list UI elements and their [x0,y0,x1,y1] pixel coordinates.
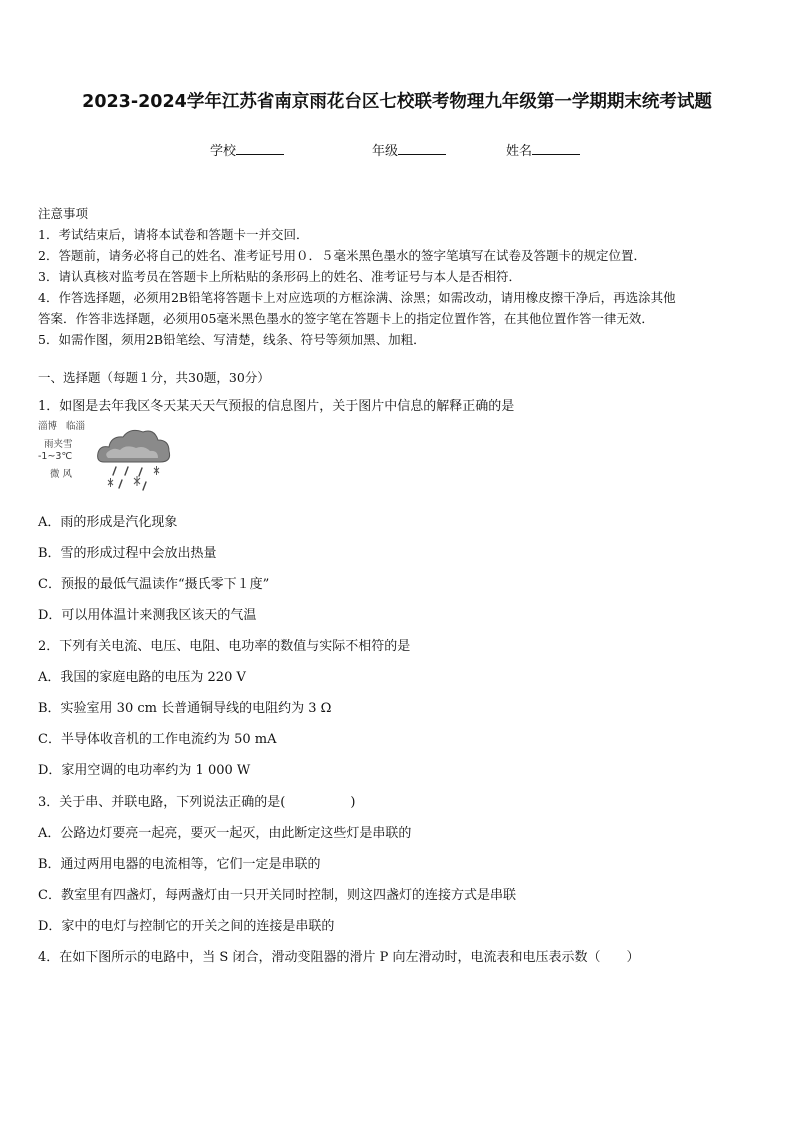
weather-forecast-image [36,418,176,496]
question-3-option-a: A．公路边灯要亮一起亮，要灭一起灭，由此断定这些灯是串联的 [38,826,412,841]
name-blank[interactable] [532,142,580,155]
notes-item-continued: 答案．作答非选择题，必须用05毫米黑色墨水的签字笔在答题卡上的指定位置作答，在其他位置作答一律无效． [38,311,654,326]
question-2-option-c: C．半导体收音机的工作电流约为 50 mA [38,732,277,747]
name-field [506,140,580,159]
question-2-option-b: B．实验室用 30 cm 长普通铜导线的电阻约为 3 Ω [38,701,332,716]
school-label: 学校 [210,144,237,159]
school-field [210,140,284,159]
grade-blank[interactable] [398,142,446,155]
school-blank[interactable] [236,142,284,155]
notes-item: 1．考试结束后，请将本试卷和答题卡一并交回． [38,227,309,242]
weather-temp: -1~3℃ [38,451,73,462]
question-1-stem: 1．如图是去年我区冬天某天天气预报的信息图片，关于图片中信息的解释正确的是 [38,399,515,414]
notes-item: 4．作答选择题，必须用2B铅笔将答题卡上对应选项的方框涂满、涂黑；如需改动，请用橡皮擦干净后，再选涂其他 [38,290,676,305]
question-3-option-c: C．教室里有四盏灯，每两盏灯由一只开关同时控制，则这四盏灯的连接方式是串联 [38,888,516,903]
weather-wind: 微 风 [50,469,73,480]
question-2-option-d: D．家用空调的电功率约为 1 000 W [38,763,251,778]
notes-item: 3．请认真核对监考员在答题卡上所粘贴的条形码上的姓名、准考证号与本人是否相符． [38,269,521,284]
question-3-option-d: D．家中的电灯与控制它的开关之间的连接是串联的 [38,919,335,934]
question-4-stem: 4．在如下图所示的电路中，当 S 闭合，滑动变阻器的滑片 P 向左滑动时，电流表和电压表示数（ ） [38,950,640,965]
notes-block [38,203,762,350]
page-title: 2023-2024学年江苏省南京雨花台区七校联考物理九年级第一学期期末统考试题 [82,92,712,112]
notes-item: 5．如需作图，须用2B铅笔绘、写清楚，线条、符号等须加黑、加粗． [38,332,426,347]
weather-condition: 雨夹雪 [44,439,73,450]
question-3-option-b: B．通过两用电器的电流相等，它们一定是串联的 [38,857,321,872]
grade-label: 年级 [372,144,399,159]
question-2-option-a: A．我国的家庭电路的电压为 220 V [38,670,246,685]
notes-heading: 注意事项 [38,206,89,221]
grade-field [372,140,446,159]
question-1-option-a: A．雨的形成是汽化现象 [38,515,178,530]
question-3-stem: 3．关于串、并联电路，下列说法正确的是( ) [38,795,356,810]
question-2-stem: 2．下列有关电流、电压、电阻、电功率的数值与实际不相符的是 [38,639,411,654]
notes-item: 2．答题前，请务必将自己的姓名、准考证号用０．５毫米黑色墨水的签字笔填写在试卷及答题卡的规定位置． [38,248,646,263]
question-1-option-b: B．雪的形成过程中会放出热量 [38,546,217,561]
weather-city1: 淄博 [38,421,58,432]
question-1-option-c: C．预报的最低气温读作“摄氏零下１度” [38,577,270,592]
sleet-cloud-icon [94,420,176,496]
weather-city2: 临淄 [66,421,86,432]
name-label: 姓名 [506,144,533,159]
section-heading: 一、选择题（每题１分，共30题，30分） [38,370,270,385]
question-1-option-d: D．可以用体温计来测我区该天的气温 [38,608,257,623]
